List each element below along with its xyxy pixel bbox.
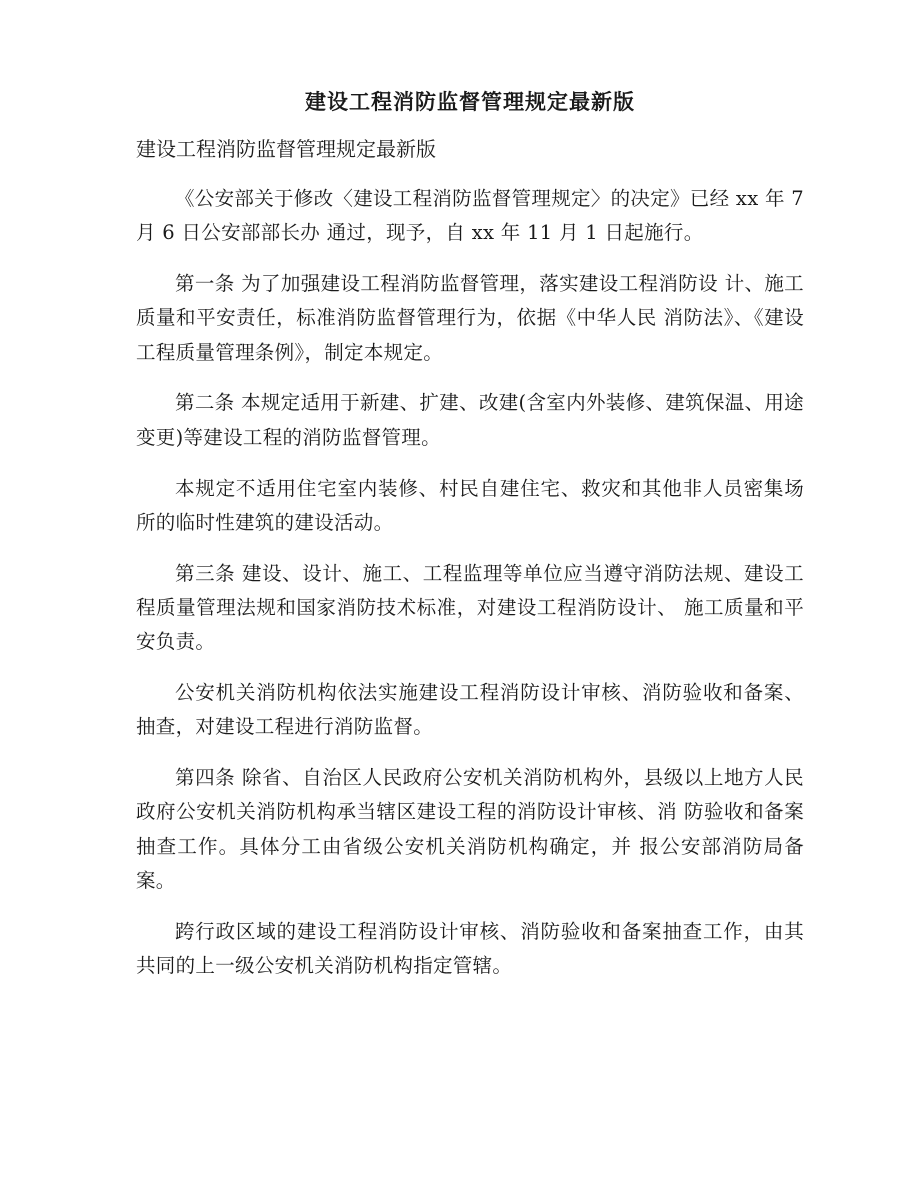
document-subtitle: 建设工程消防监督管理规定最新版 xyxy=(136,137,436,161)
paragraph-article-2-exclusion: 本规定不适用住宅室内装修、村民自建住宅、救灾和其他非人员密集场所的临时性建筑的建设活动。 xyxy=(136,476,804,534)
document-page xyxy=(136,86,804,1000)
paragraph-article-1: 第一条 为了加强建设工程消防监督管理，落实建设工程消防设 计、施工质量和平安责任，标准消防监督管理行为，依据《中华人民 消防法》、《建设工程质量管理条例》，制定本规定。 xyxy=(136,272,804,364)
document-title: 建设工程消防监督管理规定最新版 xyxy=(305,89,635,114)
paragraph-article-4-jurisdiction: 跨行政区域的建设工程消防设计审核、消防验收和备案抽查工作，由其共同的上一级公安机关消防机构指定管辖。 xyxy=(136,919,804,978)
paragraph-preamble: 《公安部关于修改〈建设工程消防监督管理规定〉的决定》已经 xx 年 7 月 6 日公安部部长办 通过，现予，自 xx 年 11 月 1 日起施行。 xyxy=(136,187,804,245)
paragraph-article-4: 第四条 除省、自治区人民政府公安机关消防机构外，县级以上地方人民政府公安机关消防机构承当辖区建设工程的消防设计审核、消 防验收和备案抽查工作。具体分工由省级公安机关消防机构确定，并 报公安部消防局备案。 xyxy=(136,766,804,893)
paragraph-article-3: 第三条 建设、设计、施工、工程监理等单位应当遵守消防法规、建设工程质量管理法规和国家消防技术标准，对建设工程消防设计、 施工质量和平安负责。 xyxy=(136,561,804,654)
paragraph-article-2: 第二条 本规定适用于新建、扩建、改建(含室内外装修、建筑保温、用途变更)等建设工程的消防监督管理。 xyxy=(136,391,804,449)
paragraph-article-3-supervision: 公安机关消防机构依法实施建设工程消防设计审核、消防验收和备案、抽查，对建设工程进行消防监督。 xyxy=(136,681,804,739)
